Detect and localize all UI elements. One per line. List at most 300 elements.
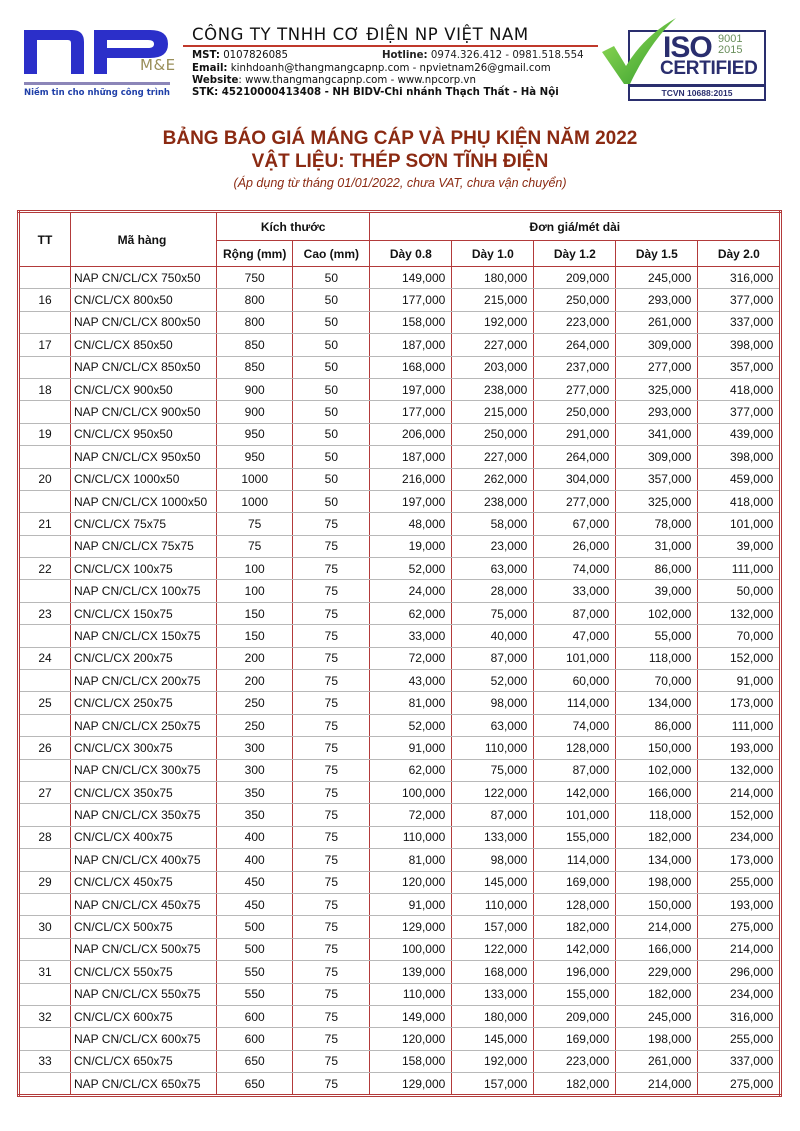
cell-price: 275,000 xyxy=(698,1073,781,1096)
cell-price: 158,000 xyxy=(370,1050,452,1072)
cell-height: 75 xyxy=(293,916,370,938)
cell-height: 75 xyxy=(293,625,370,647)
cell-price: 180,000 xyxy=(452,267,534,289)
cell-price: 114,000 xyxy=(534,692,616,714)
cell-height: 75 xyxy=(293,1050,370,1072)
cell-price: 214,000 xyxy=(698,938,781,960)
checkmark-icon xyxy=(600,14,680,86)
cell-price: 173,000 xyxy=(698,692,781,714)
cell-price: 158,000 xyxy=(370,311,452,333)
hotline xyxy=(382,50,584,61)
cell-price: 145,000 xyxy=(452,871,534,893)
cell-price: 223,000 xyxy=(534,311,616,333)
cell-product-code: NAP CN/CL/CX 350x75 xyxy=(71,804,217,826)
col-header-thickness-1-2: Dày 1.2 xyxy=(534,241,616,267)
cell-price: 198,000 xyxy=(616,1028,698,1050)
cell-height: 50 xyxy=(293,446,370,468)
cell-price: 129,000 xyxy=(370,916,452,938)
cell-height: 75 xyxy=(293,826,370,848)
cell-product-code: CN/CL/CX 350x75 xyxy=(71,781,217,803)
table-row xyxy=(19,849,781,871)
cell-price: 262,000 xyxy=(452,468,534,490)
cell-price: 255,000 xyxy=(698,871,781,893)
cell-price: 234,000 xyxy=(698,983,781,1005)
cell-width: 600 xyxy=(217,1005,293,1027)
cell-height: 50 xyxy=(293,311,370,333)
email xyxy=(192,63,551,74)
cell-product-code: NAP CN/CL/CX 450x75 xyxy=(71,893,217,915)
cell-width: 800 xyxy=(217,311,293,333)
cell-height: 75 xyxy=(293,714,370,736)
cell-product-code: NAP CN/CL/CX 150x75 xyxy=(71,625,217,647)
cell-price: 111,000 xyxy=(698,714,781,736)
cell-product-code: NAP CN/CL/CX 500x75 xyxy=(71,938,217,960)
cell-width: 600 xyxy=(217,1028,293,1050)
cell-price: 341,000 xyxy=(616,423,698,445)
cell-height: 75 xyxy=(293,580,370,602)
cell-price: 100,000 xyxy=(370,938,452,960)
cell-price: 193,000 xyxy=(698,737,781,759)
cell-price: 50,000 xyxy=(698,580,781,602)
website-label: Website xyxy=(192,75,239,86)
cell-price: 28,000 xyxy=(452,580,534,602)
page-title: BẢNG BÁO GIÁ MÁNG CÁP VÀ PHỤ KIỆN NĂM 2022 xyxy=(162,128,638,149)
cell-price: 261,000 xyxy=(616,1050,698,1072)
cell-price: 316,000 xyxy=(698,1005,781,1027)
cell-price: 70,000 xyxy=(698,625,781,647)
cell-tt xyxy=(19,356,71,378)
cell-price: 261,000 xyxy=(616,311,698,333)
cell-product-code: CN/CL/CX 800x50 xyxy=(71,289,217,311)
cell-width: 100 xyxy=(217,580,293,602)
cell-price: 87,000 xyxy=(452,804,534,826)
cell-price: 63,000 xyxy=(452,558,534,580)
table-row xyxy=(19,938,781,960)
cell-price: 24,000 xyxy=(370,580,452,602)
cell-height: 50 xyxy=(293,334,370,356)
cell-price: 129,000 xyxy=(370,1073,452,1096)
cell-price: 58,000 xyxy=(452,513,534,535)
iso-year xyxy=(718,34,742,56)
table-row xyxy=(19,692,781,714)
cell-price: 227,000 xyxy=(452,446,534,468)
cell-tt xyxy=(19,670,71,692)
cell-price: 173,000 xyxy=(698,849,781,871)
price-table xyxy=(17,210,782,1097)
logo-divider xyxy=(24,82,170,85)
cell-product-code: CN/CL/CX 150x75 xyxy=(71,602,217,624)
cell-product-code: NAP CN/CL/CX 200x75 xyxy=(71,670,217,692)
col-header-thickness-2-0: Dày 2.0 xyxy=(698,241,781,267)
cell-product-code: CN/CL/CX 500x75 xyxy=(71,916,217,938)
iso-standard: 9001 xyxy=(718,33,743,45)
table-row xyxy=(19,804,781,826)
cell-price: 111,000 xyxy=(698,558,781,580)
cell-width: 200 xyxy=(217,647,293,669)
cell-product-code: NAP CN/CL/CX 800x50 xyxy=(71,311,217,333)
cell-price: 197,000 xyxy=(370,490,452,512)
cell-price: 101,000 xyxy=(534,647,616,669)
table-row xyxy=(19,423,781,445)
cell-tt xyxy=(19,849,71,871)
cell-width: 550 xyxy=(217,983,293,1005)
cell-price: 296,000 xyxy=(698,961,781,983)
col-header-code: Mã hàng xyxy=(71,212,217,267)
table-row xyxy=(19,759,781,781)
table-row xyxy=(19,781,781,803)
table-row xyxy=(19,558,781,580)
cell-width: 750 xyxy=(217,267,293,289)
table-row xyxy=(19,535,781,557)
cell-width: 1000 xyxy=(217,468,293,490)
hotline-label: Hotline: xyxy=(382,50,428,61)
cell-price: 377,000 xyxy=(698,401,781,423)
cell-price: 55,000 xyxy=(616,625,698,647)
cell-price: 110,000 xyxy=(370,826,452,848)
cell-price: 86,000 xyxy=(616,714,698,736)
cell-width: 450 xyxy=(217,871,293,893)
cell-price: 234,000 xyxy=(698,826,781,848)
cell-price: 62,000 xyxy=(370,602,452,624)
cell-product-code: NAP CN/CL/CX 550x75 xyxy=(71,983,217,1005)
cell-product-code: NAP CN/CL/CX 750x50 xyxy=(71,267,217,289)
cell-price: 152,000 xyxy=(698,804,781,826)
cell-width: 75 xyxy=(217,535,293,557)
email-label: Email: xyxy=(192,63,228,74)
cell-tt xyxy=(19,311,71,333)
cell-product-code: CN/CL/CX 1000x50 xyxy=(71,468,217,490)
cell-height: 75 xyxy=(293,602,370,624)
cell-price: 102,000 xyxy=(616,602,698,624)
cell-product-code: CN/CL/CX 450x75 xyxy=(71,871,217,893)
table-row xyxy=(19,916,781,938)
cell-height: 75 xyxy=(293,1005,370,1027)
website-value: : www.thangmangcapnp.com - www.npcorp.vn xyxy=(238,75,476,86)
cell-product-code: NAP CN/CL/CX 75x75 xyxy=(71,535,217,557)
cell-price: 277,000 xyxy=(616,356,698,378)
cell-price: 100,000 xyxy=(370,781,452,803)
cell-height: 50 xyxy=(293,267,370,289)
cell-price: 168,000 xyxy=(452,961,534,983)
cell-width: 300 xyxy=(217,737,293,759)
company-name-underline xyxy=(183,45,598,47)
cell-price: 250,000 xyxy=(534,289,616,311)
cell-tt xyxy=(19,983,71,1005)
cell-price: 150,000 xyxy=(616,893,698,915)
cell-price: 63,000 xyxy=(452,714,534,736)
cell-price: 238,000 xyxy=(452,378,534,400)
cell-height: 75 xyxy=(293,983,370,1005)
cell-height: 75 xyxy=(293,1028,370,1050)
cell-tt xyxy=(19,714,71,736)
cell-tt xyxy=(19,1073,71,1096)
cell-tt xyxy=(19,625,71,647)
cell-width: 800 xyxy=(217,289,293,311)
cell-price: 168,000 xyxy=(370,356,452,378)
cell-height: 75 xyxy=(293,871,370,893)
cell-price: 192,000 xyxy=(452,311,534,333)
header-row-group xyxy=(19,212,781,241)
cell-price: 33,000 xyxy=(370,625,452,647)
iso-certified-text: CERTIFIED xyxy=(660,58,758,79)
cell-price: 325,000 xyxy=(616,490,698,512)
cell-price: 377,000 xyxy=(698,289,781,311)
table-row xyxy=(19,580,781,602)
material-title: VẬT LIỆU: THÉP SƠN TĨNH ĐIỆN xyxy=(251,151,549,172)
iso-version: 2015 xyxy=(718,44,743,56)
cell-price: 293,000 xyxy=(616,401,698,423)
cell-tt: 31 xyxy=(19,961,71,983)
cell-price: 101,000 xyxy=(698,513,781,535)
table-row xyxy=(19,625,781,647)
cell-product-code: NAP CN/CL/CX 850x50 xyxy=(71,356,217,378)
cell-width: 900 xyxy=(217,378,293,400)
cell-width: 900 xyxy=(217,401,293,423)
table-row xyxy=(19,670,781,692)
cell-tt xyxy=(19,759,71,781)
cell-price: 75,000 xyxy=(452,602,534,624)
cell-price: 245,000 xyxy=(616,267,698,289)
cell-tt: 26 xyxy=(19,737,71,759)
cell-height: 75 xyxy=(293,804,370,826)
cell-tt: 25 xyxy=(19,692,71,714)
cell-price: 169,000 xyxy=(534,1028,616,1050)
cell-price: 398,000 xyxy=(698,334,781,356)
cell-price: 91,000 xyxy=(370,737,452,759)
cell-price: 60,000 xyxy=(534,670,616,692)
table-row xyxy=(19,513,781,535)
cell-price: 91,000 xyxy=(370,893,452,915)
cell-price: 110,000 xyxy=(370,983,452,1005)
cell-price: 23,000 xyxy=(452,535,534,557)
cell-product-code: CN/CL/CX 900x50 xyxy=(71,378,217,400)
cell-price: 31,000 xyxy=(616,535,698,557)
cell-price: 229,000 xyxy=(616,961,698,983)
cell-price: 74,000 xyxy=(534,714,616,736)
cell-price: 48,000 xyxy=(370,513,452,535)
cell-price: 110,000 xyxy=(452,893,534,915)
cell-price: 74,000 xyxy=(534,558,616,580)
cell-width: 150 xyxy=(217,602,293,624)
table-row xyxy=(19,714,781,736)
cell-tt xyxy=(19,893,71,915)
cell-width: 250 xyxy=(217,692,293,714)
cell-price: 43,000 xyxy=(370,670,452,692)
cell-price: 223,000 xyxy=(534,1050,616,1072)
cell-price: 193,000 xyxy=(698,893,781,915)
col-header-thickness-1-0: Dày 1.0 xyxy=(452,241,534,267)
cell-tt: 17 xyxy=(19,334,71,356)
cell-price: 337,000 xyxy=(698,311,781,333)
cell-price: 166,000 xyxy=(616,938,698,960)
cell-price: 182,000 xyxy=(616,983,698,1005)
table-row xyxy=(19,446,781,468)
cell-height: 75 xyxy=(293,513,370,535)
cell-price: 87,000 xyxy=(452,647,534,669)
logo-sub-text: M&E xyxy=(140,56,176,74)
cell-price: 192,000 xyxy=(452,1050,534,1072)
cell-price: 214,000 xyxy=(616,916,698,938)
cell-price: 182,000 xyxy=(534,1073,616,1096)
cell-height: 50 xyxy=(293,356,370,378)
cell-price: 237,000 xyxy=(534,356,616,378)
table-body xyxy=(19,267,781,1096)
cell-price: 87,000 xyxy=(534,759,616,781)
cell-product-code: CN/CL/CX 250x75 xyxy=(71,692,217,714)
cell-price: 209,000 xyxy=(534,267,616,289)
table-row xyxy=(19,311,781,333)
table-row xyxy=(19,1005,781,1027)
cell-price: 264,000 xyxy=(534,446,616,468)
cell-height: 75 xyxy=(293,670,370,692)
cell-price: 214,000 xyxy=(616,1073,698,1096)
cell-price: 39,000 xyxy=(616,580,698,602)
table-header xyxy=(19,212,781,267)
cell-height: 75 xyxy=(293,535,370,557)
cell-price: 128,000 xyxy=(534,893,616,915)
table-row xyxy=(19,267,781,289)
company-name: CÔNG TY TNHH CƠ ĐIỆN NP VIỆT NAM xyxy=(192,25,529,44)
cell-price: 72,000 xyxy=(370,804,452,826)
cell-price: 275,000 xyxy=(698,916,781,938)
cell-price: 81,000 xyxy=(370,692,452,714)
cell-width: 200 xyxy=(217,670,293,692)
cell-price: 316,000 xyxy=(698,267,781,289)
cell-product-code: NAP CN/CL/CX 650x75 xyxy=(71,1073,217,1096)
cell-price: 439,000 xyxy=(698,423,781,445)
table-row xyxy=(19,490,781,512)
cell-price: 277,000 xyxy=(534,490,616,512)
cell-height: 75 xyxy=(293,893,370,915)
cell-height: 75 xyxy=(293,692,370,714)
cell-product-code: NAP CN/CL/CX 1000x50 xyxy=(71,490,217,512)
col-header-thickness-0-8: Dày 0.8 xyxy=(370,241,452,267)
cell-price: 62,000 xyxy=(370,759,452,781)
cell-tt xyxy=(19,490,71,512)
cell-price: 177,000 xyxy=(370,401,452,423)
cell-tt: 28 xyxy=(19,826,71,848)
cell-price: 133,000 xyxy=(452,983,534,1005)
cell-price: 110,000 xyxy=(452,737,534,759)
table-row xyxy=(19,334,781,356)
cell-price: 264,000 xyxy=(534,334,616,356)
cell-price: 325,000 xyxy=(616,378,698,400)
cell-price: 52,000 xyxy=(452,670,534,692)
cell-tt: 20 xyxy=(19,468,71,490)
company-logo xyxy=(22,26,176,98)
cell-price: 122,000 xyxy=(452,938,534,960)
table-row xyxy=(19,289,781,311)
cell-price: 86,000 xyxy=(616,558,698,580)
cell-product-code: CN/CL/CX 650x75 xyxy=(71,1050,217,1072)
cell-tt xyxy=(19,535,71,557)
cell-price: 418,000 xyxy=(698,490,781,512)
cell-tt: 23 xyxy=(19,602,71,624)
cell-width: 150 xyxy=(217,625,293,647)
cell-price: 337,000 xyxy=(698,1050,781,1072)
cell-price: 187,000 xyxy=(370,334,452,356)
cell-price: 245,000 xyxy=(616,1005,698,1027)
cell-price: 166,000 xyxy=(616,781,698,803)
cell-price: 134,000 xyxy=(616,849,698,871)
cell-width: 250 xyxy=(217,714,293,736)
cell-tt xyxy=(19,446,71,468)
col-header-width: Rộng (mm) xyxy=(217,241,293,267)
cell-price: 277,000 xyxy=(534,378,616,400)
cell-price: 87,000 xyxy=(534,602,616,624)
cell-height: 75 xyxy=(293,781,370,803)
cell-width: 500 xyxy=(217,938,293,960)
cell-price: 293,000 xyxy=(616,289,698,311)
cell-price: 398,000 xyxy=(698,446,781,468)
cell-product-code: NAP CN/CL/CX 600x75 xyxy=(71,1028,217,1050)
cell-price: 91,000 xyxy=(698,670,781,692)
cell-width: 1000 xyxy=(217,490,293,512)
iso-text: ISO xyxy=(663,31,712,64)
cell-price: 357,000 xyxy=(616,468,698,490)
cell-height: 50 xyxy=(293,423,370,445)
cell-price: 155,000 xyxy=(534,826,616,848)
cell-price: 197,000 xyxy=(370,378,452,400)
cell-price: 357,000 xyxy=(698,356,781,378)
cell-price: 47,000 xyxy=(534,625,616,647)
cell-tt xyxy=(19,804,71,826)
cell-tt xyxy=(19,1028,71,1050)
cell-height: 50 xyxy=(293,289,370,311)
col-header-thickness-1-5: Dày 1.5 xyxy=(616,241,698,267)
price-note: (Áp dụng từ tháng 01/01/2022, chưa VAT, chưa vận chuyển) xyxy=(233,176,567,190)
cell-width: 75 xyxy=(217,513,293,535)
cell-product-code: NAP CN/CL/CX 950x50 xyxy=(71,446,217,468)
cell-price: 459,000 xyxy=(698,468,781,490)
col-header-tt: TT xyxy=(19,212,71,267)
cell-price: 39,000 xyxy=(698,535,781,557)
cell-tt: 32 xyxy=(19,1005,71,1027)
cell-height: 50 xyxy=(293,378,370,400)
cell-width: 300 xyxy=(217,759,293,781)
cell-price: 98,000 xyxy=(452,849,534,871)
cell-price: 206,000 xyxy=(370,423,452,445)
cell-price: 101,000 xyxy=(534,804,616,826)
cell-price: 114,000 xyxy=(534,849,616,871)
cell-price: 304,000 xyxy=(534,468,616,490)
cell-price: 149,000 xyxy=(370,1005,452,1027)
cell-product-code: CN/CL/CX 300x75 xyxy=(71,737,217,759)
cell-price: 120,000 xyxy=(370,871,452,893)
cell-product-code: CN/CL/CX 75x75 xyxy=(71,513,217,535)
cell-price: 75,000 xyxy=(452,759,534,781)
cell-price: 134,000 xyxy=(616,692,698,714)
cell-product-code: CN/CL/CX 850x50 xyxy=(71,334,217,356)
cell-price: 309,000 xyxy=(616,334,698,356)
email-value: kinhdoanh@thangmangcapnp.com - npvietnam26@gmail.com xyxy=(230,63,551,74)
logo-slogan: Niềm tin cho những công trình xyxy=(24,88,170,98)
cell-product-code: NAP CN/CL/CX 400x75 xyxy=(71,849,217,871)
cell-tt: 16 xyxy=(19,289,71,311)
cell-tt xyxy=(19,401,71,423)
cell-width: 950 xyxy=(217,423,293,445)
cell-price: 120,000 xyxy=(370,1028,452,1050)
cell-price: 209,000 xyxy=(534,1005,616,1027)
cell-price: 67,000 xyxy=(534,513,616,535)
table-row xyxy=(19,737,781,759)
cell-product-code: CN/CL/CX 550x75 xyxy=(71,961,217,983)
cell-price: 157,000 xyxy=(452,1073,534,1096)
cell-height: 50 xyxy=(293,468,370,490)
cell-price: 198,000 xyxy=(616,871,698,893)
cell-price: 215,000 xyxy=(452,401,534,423)
table-row xyxy=(19,602,781,624)
